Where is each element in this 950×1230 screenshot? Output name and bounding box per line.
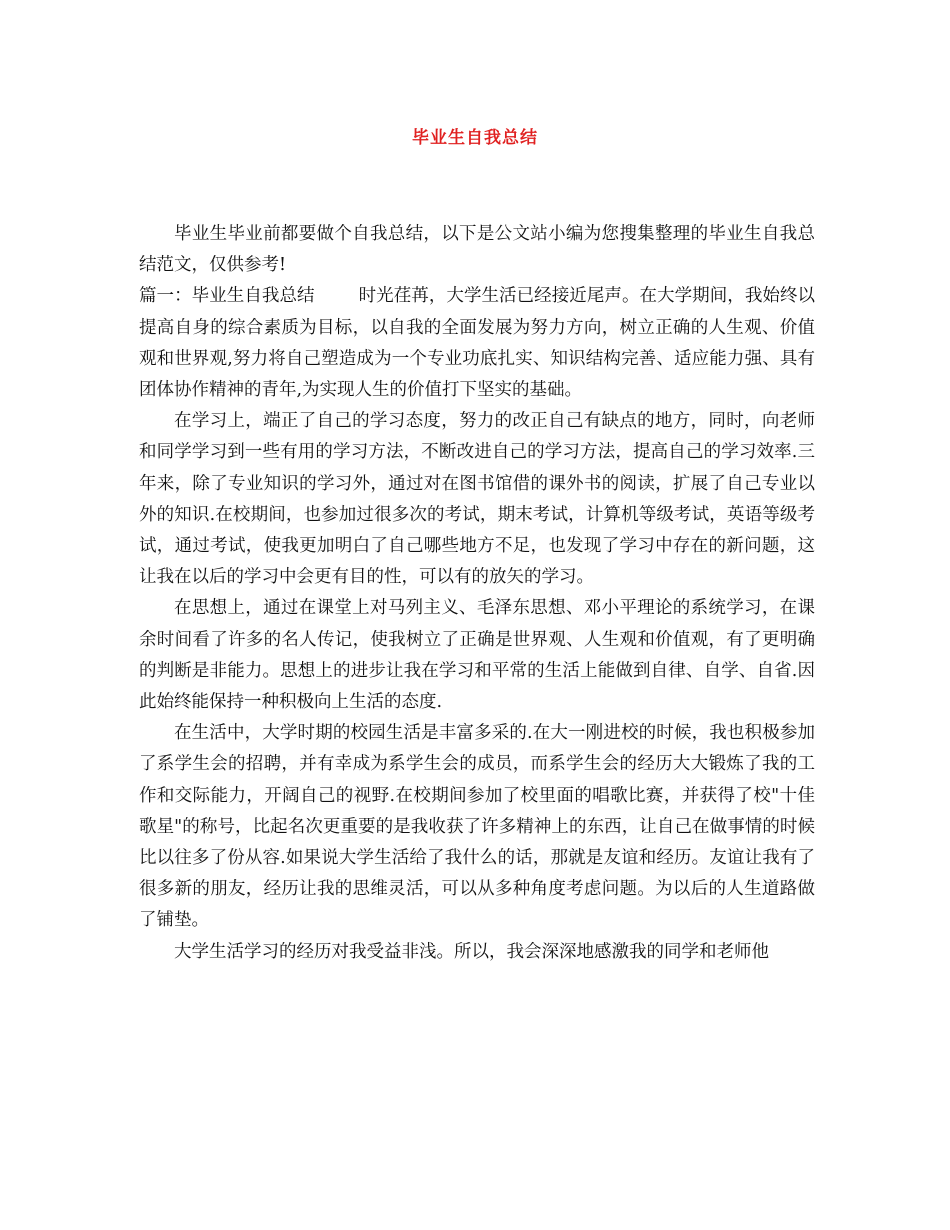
paragraph-life: 在生活中，大学时期的校园生活是丰富多采的.在大一刚进校的时候，我也积极参加了系学生会的招聘，并有幸成为系学生会的成员，而系学生会的经历大大锻炼了我的工作和交际能力，开阔自己的视野.在校期间参加了校里面的唱歌比赛，并获得了校"十佳歌星"的称号，比起名次更重要的是我收获了许多精神上的东西，让自己在做事情的时候比以往多了份从容.如果说大学生活给了我什么的话，那就是友谊和经历。友谊让我有了很多新的朋友，经历让我的思维灵活，可以从多种角度考虑问题。为以后的人生道路做了铺垫。 [139, 723, 815, 931]
intro-paragraph: 毕业生毕业前都要做个自我总结，以下是公文站小编为您搜集整理的毕业生自我总结范文，仅供参考! [139, 224, 815, 276]
document-title: 毕业生自我总结 [412, 128, 538, 148]
paragraph-gratitude: 大学生活学习的经历对我受益非浅。所以，我会深深地感激我的同学和老师他 [174, 941, 769, 962]
section-first-text: 时光荏苒，大学生活已经接近尾声。在大学期间，我始终以提高自身的综合素质为目标，以自我的全面发展为努力方向，树立正确的人生观、价值观和世界观,努力将自己塑造成为一个专业功底扎实、知识结构完善、适应能力强、具有团体协作精神的青年,为实现人生的价值打下坚实的基础。 [139, 286, 816, 401]
section-one-paragraph [139, 281, 815, 406]
paragraph-study: 在学习上，端正了自己的学习态度，努力的改正自己有缺点的地方，同时，向老师和同学学习到一些有用的学习方法，不断改进自己的学习方法，提高自己的学习效率.三年来，除了专业知识的学习外，通过对在图书馆借的课外书的阅读，扩展了自己专业以外的知识.在校期间，也参加过很多次的考试，期末考试，计算机等级考试，英语等级考试，通过考试，使我更加明白了自己哪些地方不足，也发现了学习中存在的新问题，这让我在以后的学习中会更有目的性，可以有的放矢的学习。 [139, 411, 815, 588]
document-body [139, 219, 815, 968]
paragraph-thought: 在思想上，通过在课堂上对马列主义、毛泽东思想、邓小平理论的系统学习，在课余时间看了许多的名人传记，使我树立了正确是世界观、人生观和价值观，有了更明确的判断是非能力。思想上的进步让我在学习和平常的生活上能做到自律、自学、自省.因此始终能保持一种积极向上生活的态度. [139, 598, 815, 713]
section-heading: 篇一：毕业生自我总结 [139, 286, 315, 307]
